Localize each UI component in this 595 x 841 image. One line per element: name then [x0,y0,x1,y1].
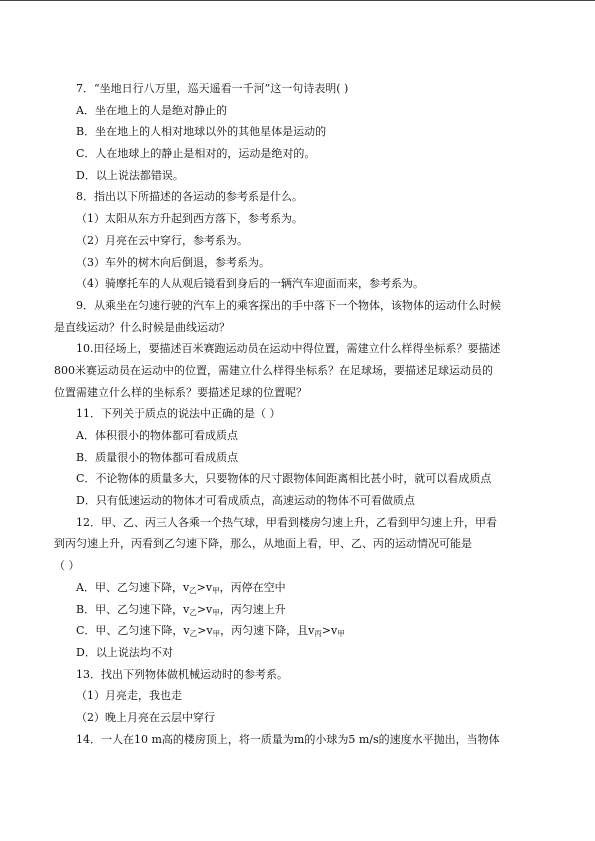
text-line: （3）车外的树木向后倒退，参考系为。 [76,255,270,269]
text-line: 9．从乘坐在匀速行驶的汽车上的乘客探出的手中落下一个物体，该物体的运动什么时候 [76,298,501,312]
text-line: A．坐在地上的人是绝对静止的 [76,103,227,117]
text-line: （1）月亮走，我也走 [76,689,182,703]
text-line: A．甲、乙匀速下降，$v_乙>v_甲$，丙停在空中 [76,580,286,595]
text-line: D．以上说法都错误。 [76,168,184,182]
top-border-line [0,0,595,1]
document-body [54,78,544,750]
text-line: （1）太阳从东方升起到西方落下，参考系为。 [76,212,303,226]
text-line: 10.田径场上，要描述百米赛跑运动员在运动中得位置，需建立什么样得坐标系？要描述 [76,342,501,356]
text-line: C．人在地球上的静止是相对的，运动是绝对的。 [76,147,316,161]
text-line: （2）月亮在云中穿行，参考系为。 [76,233,248,247]
text-line: 800米赛运动员在运动中的位置，需建立什么样得坐标系？在足球场，要描述足球运动员的 [54,363,493,377]
text-line: （2）晚上月亮在云层中穿行 [76,710,215,724]
text-line: 14．一人在10 m高的楼房顶上，将一质量为m的小球为5 m/s的速度水平抛出，当物体 [76,732,500,746]
text-line: 到丙匀速上升，丙看到乙匀速下降，那么，从地面上看，甲、乙、丙的运动情况可能是 [54,537,472,551]
text-line: 11．下列关于质点的说法中正确的是（ ） [76,407,281,421]
text-line: 7．“坐地日行八万里，巡天遥看一千河”这一句诗表明( ) [76,82,349,95]
text-line: D．以上说法均不对 [76,645,173,659]
text-line: A．体积很小的物体都可看成质点 [76,429,238,442]
text-line: B．坐在地上的人相对地球以外的其他星体是运动的 [76,125,327,139]
text-line: （4）骑摩托车的人从观后镜看到身后的一辆汽车迎面而来，参考系为。 [76,277,424,291]
text-line: 位置需建立什么样的坐标系？要描述足球的位置呢？ [54,385,307,399]
text-line: 8．指出以下所描述的各运动的参考系是什么。 [76,190,303,204]
text-line: 13．找出下列物体做机械运动时的参考系。 [76,667,288,681]
text-line: C．不论物体的质量多大，只要物体的尺寸跟物体间距离相比甚小时，就可以看成质点 [76,472,492,486]
text-line: （ ） [54,559,80,573]
text-line: B．甲、乙匀速下降，$v_乙>v_甲$，丙匀速上升 [76,602,286,617]
text-line: D．只有低速运动的物体才可看成质点，高速运动的物体不可看做质点 [76,494,415,508]
text-line: C．甲、乙匀速下降，$v_乙>v_甲$，丙匀速下降，且$v_丙>v_甲$ [76,624,345,639]
text-line: 12．甲、乙、丙三人各乘一个热气球，甲看到楼房匀速上升，乙看到甲匀速上升，甲看 [76,515,497,529]
text-line: B．质量很小的物体都可看成质点 [76,450,239,464]
text-line: 是直线运动？什么时候是曲线运动？ [54,320,230,334]
